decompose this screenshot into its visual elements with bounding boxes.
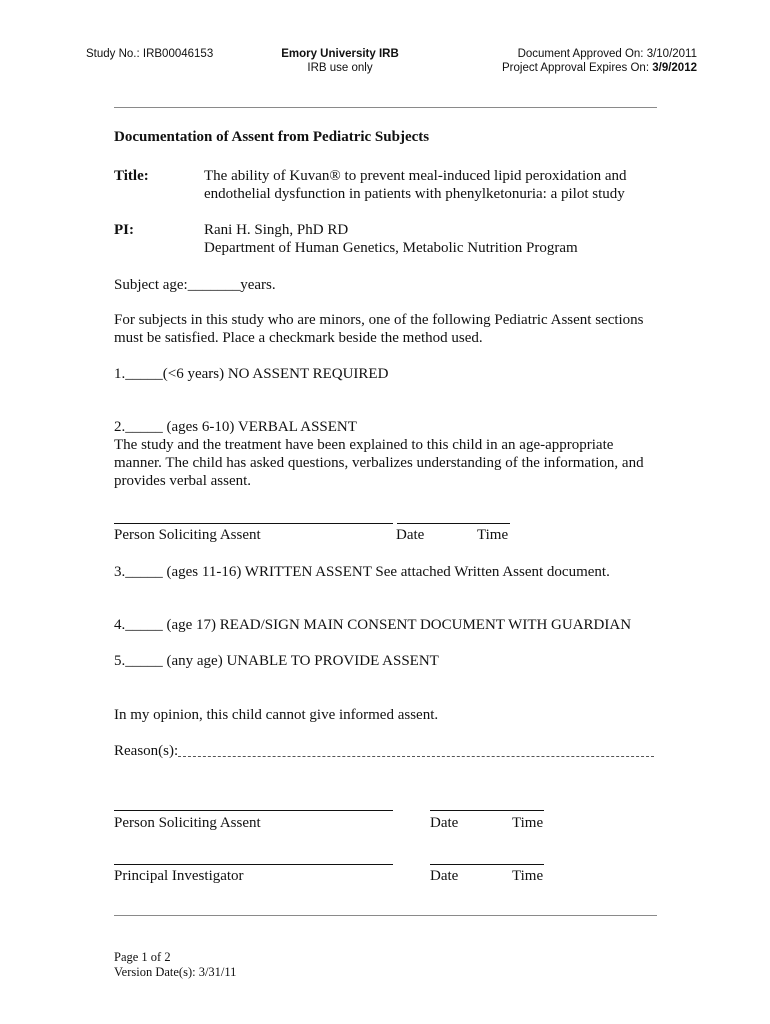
sig-label-pi: Principal Investigator	[114, 868, 244, 884]
signature-line-person-2[interactable]	[114, 810, 393, 811]
date-time-line-3[interactable]	[430, 864, 544, 865]
signature-line-person-1[interactable]	[114, 523, 393, 524]
sig-label-person-1: Person Soliciting Assent	[114, 527, 261, 543]
document-title: Documentation of Assent from Pediatric Subjects	[114, 129, 430, 145]
sig-label-person-2: Person Soliciting Assent	[114, 815, 261, 831]
option-4-main-consent[interactable]: 4._____ (age 17) READ/SIGN MAIN CONSENT DOCUMENT WITH GUARDIAN	[114, 617, 632, 633]
pi-department: Department of Human Genetics, Metabolic Nutrition Program	[204, 240, 578, 256]
sig-label-date-2: Date	[430, 815, 459, 831]
expires-date: 3/9/2012	[652, 62, 697, 74]
sig-label-date-1: Date	[396, 527, 425, 543]
expires-label: Project Approval Expires On:	[502, 62, 653, 74]
option-5-unable[interactable]: 5._____ (any age) UNABLE TO PROVIDE ASSENT	[114, 653, 439, 669]
sig-label-time-1: Time	[477, 527, 509, 543]
reasons-label: Reason(s):	[114, 743, 179, 759]
sig-label-time-3: Time	[512, 868, 544, 884]
irb-use-only: IRB use only	[307, 62, 373, 74]
option-2-desc-line2: manner. The child has asked questions, verbalizes understanding of the information, and	[114, 455, 644, 471]
header-divider	[114, 107, 657, 108]
date-time-line-2[interactable]	[430, 810, 544, 811]
opinion-statement: In my opinion, this child cannot give informed assent.	[114, 707, 439, 723]
instructions-line1: For subjects in this study who are minors, one of the following Pediatric Assent sections	[114, 312, 644, 328]
option-3-written-assent[interactable]: 3._____ (ages 11-16) WRITTEN ASSENT See attached Written Assent document.	[114, 564, 610, 580]
study-title-line1: The ability of Kuvan® to prevent meal-induced lipid peroxidation and	[204, 168, 627, 184]
title-label: Title:	[114, 168, 149, 184]
option-1-no-assent[interactable]: 1._____(<6 years) NO ASSENT REQUIRED	[114, 366, 389, 382]
option-2-verbal-assent[interactable]: 2._____ (ages 6-10) VERBAL ASSENT	[114, 419, 357, 435]
option-2-desc-line3: provides verbal assent.	[114, 473, 252, 489]
sig-label-time-2: Time	[512, 815, 544, 831]
date-time-line-1[interactable]	[397, 523, 510, 524]
reasons-line[interactable]	[178, 756, 654, 757]
sig-label-date-3: Date	[430, 868, 459, 884]
irb-name: Emory University IRB	[281, 48, 399, 60]
approval-block	[502, 47, 697, 75]
footer-divider	[114, 915, 657, 916]
page-number: Page 1 of 2	[114, 950, 171, 964]
version-date: Version Date(s): 3/31/11	[114, 965, 237, 979]
irb-block	[240, 47, 440, 75]
signature-line-pi[interactable]	[114, 864, 393, 865]
expires-on	[502, 61, 697, 75]
pi-name: Rani H. Singh, PhD RD	[204, 222, 349, 238]
instructions-line2: must be satisfied. Place a checkmark beside the method used.	[114, 330, 483, 346]
approved-on: Document Approved On: 3/10/2011	[517, 48, 697, 60]
option-2-desc-line1: The study and the treatment have been explained to this child in an age-appropriate	[114, 437, 614, 453]
subject-age-field[interactable]: Subject age:_______years.	[114, 277, 276, 293]
pi-label: PI:	[114, 222, 134, 238]
study-title-line2: endothelial dysfunction in patients with phenylketonuria: a pilot study	[204, 186, 625, 202]
study-number: Study No.: IRB00046153	[86, 48, 214, 60]
